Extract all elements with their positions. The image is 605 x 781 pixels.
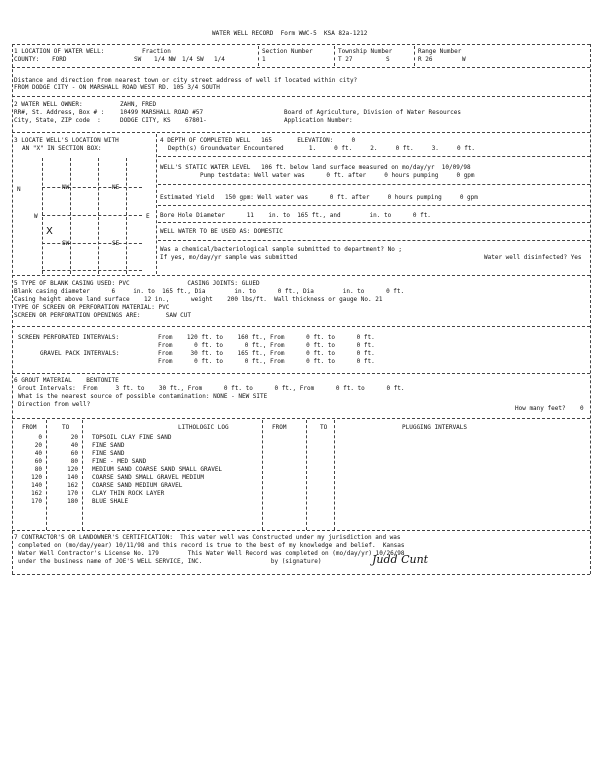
log-to: 162 (67, 482, 78, 489)
sw-label: SW (62, 240, 70, 247)
grout-material: 6 GROUT MATERIAL BENTONITE (14, 377, 119, 384)
how-many-feet: How many feet? 0 (515, 405, 584, 412)
divider (158, 240, 590, 241)
log-description: FINE - MED SAND (92, 458, 147, 465)
log-to: 20 (70, 434, 78, 441)
chemical-sample: Was a chemical/bacteriological sample submitted to department? No ; (160, 246, 403, 253)
compass-n: N (17, 186, 21, 193)
divider (12, 326, 590, 327)
casing-type: 5 TYPE OF BLANK CASING USED: PVC CASING JOINTS: GLUED (14, 280, 260, 287)
log-from: 0 (38, 434, 42, 441)
well-location-x-mark: X (46, 226, 53, 237)
grid-line (42, 158, 43, 274)
log-to: 180 (67, 498, 78, 505)
divider (158, 156, 590, 157)
estimated-yield: Estimated Yield 150 gpm: Well water was 0 ft. after 0 hours pumping 0 gpm (160, 194, 478, 201)
pump-test: Pump testdata: Well water was 0 ft. after 0 hours pumping 0 gpm (200, 172, 475, 179)
log-from-header: FROM (22, 424, 37, 431)
locate-heading-2: AN "X" IN SECTION BOX: (22, 145, 102, 152)
certification-line: 7 CONTRACTOR'S OR LANDOWNER'S CERTIFICATION: This water well was Constructed under my jurisdiction and was (14, 534, 401, 541)
address-label: RR#, St. Address, Box # : (14, 109, 105, 116)
bore-hole: Bore Hole Diameter 11 in. to 165 ft., and in. to 0 ft. (160, 212, 431, 219)
divider (158, 184, 590, 185)
divider (82, 420, 83, 530)
locate-heading-1: 3 LOCATE WELL'S LOCATION WITH (14, 137, 119, 144)
log-description: COARSE SAND SMALL GRAVEL MEDIUM (92, 474, 204, 481)
log-to: 80 (70, 458, 78, 465)
screen-openings: SCREEN OR PERFORATION OPENINGS ARE: SAW CUT (14, 312, 192, 319)
compass-w: W (34, 213, 38, 220)
interval-row: From 120 ft. to 160 ft., From 0 ft. to 0 ft. (158, 334, 375, 341)
log-from: 162 (31, 490, 42, 497)
township-direction: S (386, 56, 390, 63)
grout-intervals: Grout Intervals: From 3 ft. to 30 ft., From 0 ft. to 0 ft., From 0 ft. to 0 ft. (18, 385, 405, 392)
divider (334, 420, 335, 530)
business-line: under the business name of JOE'S WELL SERVICE, INC. by (signature) (18, 558, 322, 565)
log-to: 60 (70, 450, 78, 457)
log-description: FINE SAND (92, 450, 125, 457)
divider (158, 205, 590, 206)
range-value: R 26 (418, 56, 433, 63)
location-heading: 1 LOCATION OF WATER WELL: (14, 48, 105, 55)
contamination-source: What is the nearest source of possible contamination: NONE - NEW SITE (18, 393, 268, 400)
divider (306, 420, 307, 530)
water-use: WELL WATER TO BE USED AS: DOMESTIC (160, 228, 283, 235)
log-description: BLUE SHALE (92, 498, 129, 505)
depth-line: 4 DEPTH OF COMPLETED WELL 165 ELEVATION: 0 (160, 137, 356, 144)
grid-line (126, 158, 127, 274)
log-to: 140 (67, 474, 78, 481)
direction-from-well: Direction from well? (18, 401, 91, 408)
grid-line (42, 243, 142, 244)
static-level: WELL'S STATIC WATER LEVEL 106 ft. below land surface measured on mo/day/yr 10/09/98 (160, 164, 471, 171)
border (590, 44, 591, 574)
distance-value: FROM DODGE CITY - ON MARSHALL ROAD WEST RD. 105 3/4 SOUTH (14, 84, 220, 91)
fraction-2: 1/4 NW (154, 56, 176, 63)
divider (12, 132, 590, 133)
log-to: 170 (67, 490, 78, 497)
log-description: MEDIUM SAND COARSE SAND SMALL GRAVEL (92, 466, 223, 473)
section-label: Section Number (262, 48, 313, 55)
city-label: City, State, ZIP code : (14, 117, 101, 124)
log-from: 20 (34, 442, 42, 449)
compass-e: E (146, 213, 150, 220)
gravel-intervals-label: GRAVEL PACK INTERVALS: (40, 350, 120, 357)
divider (46, 420, 47, 530)
fraction-label: Fraction (142, 48, 171, 55)
screen-material: TYPE OF SCREEN OR PERFORATION MATERIAL: PVC (14, 304, 170, 311)
divider (12, 44, 590, 45)
log-description: TOPSOIL CLAY FINE SAND (92, 434, 172, 441)
distance-label: Distance and direction from nearest town or city street address of well if located within city? (14, 77, 358, 84)
city-value: DODGE CITY, KS 67801- (120, 117, 207, 124)
se-label: SE (112, 240, 120, 247)
township-value: T 27 (338, 56, 353, 63)
log-from: 80 (34, 466, 42, 473)
divider (334, 46, 335, 66)
log-from: 140 (31, 482, 42, 489)
divider (258, 46, 259, 66)
ne-label: NE (112, 184, 120, 191)
divider (414, 46, 415, 66)
section-value: 1 (262, 56, 266, 63)
sample-date: If yes, mo/day/yr sample was submitted (160, 254, 298, 261)
divider (12, 373, 590, 374)
form-title: WATER WELL RECORD Form WWC-5 KSA 82a-1212 (212, 30, 368, 37)
board-text: Board of Agriculture, Division of Water Resources (284, 109, 462, 116)
license-line: Water Well Contractor's License No. 179 This Water Well Record was completed on (mo/day/yr) 10/26/98 (18, 550, 405, 557)
log-description: COARSE SAND MEDIUM GRAVEL (92, 482, 183, 489)
grid-line (42, 187, 142, 188)
owner-heading: 2 WATER WELL OWNER: (14, 101, 83, 108)
log-to: 40 (70, 442, 78, 449)
fraction-3: 1/4 SW (182, 56, 204, 63)
range-direction: W (462, 56, 466, 63)
divider (12, 574, 590, 575)
interval-row: From 0 ft. to 0 ft., From 0 ft. to 0 ft. (158, 358, 375, 365)
fraction-1: SW (134, 56, 142, 63)
divider (262, 420, 263, 530)
divider (12, 67, 590, 68)
disinfected: Water well disinfected? Yes (484, 254, 582, 261)
screen-intervals-label: SCREEN PERFORATED INTERVALS: (18, 334, 120, 341)
plug-to-header: TO (320, 424, 328, 431)
county-label: COUNTY: (14, 56, 40, 63)
application-label: Application Number: (284, 117, 353, 124)
interval-row: From 30 ft. to 165 ft., From 0 ft. to 0 ft. (158, 350, 375, 357)
log-from: 40 (34, 450, 42, 457)
range-label: Range Number (418, 48, 462, 55)
log-from: 120 (31, 474, 42, 481)
owner-name: ZAHN, FRED (120, 101, 157, 108)
plugging-intervals-header: PLUGGING INTERVALS (402, 424, 468, 431)
township-label: Township Number (338, 48, 393, 55)
log-description: FINE SAND (92, 442, 125, 449)
casing-height: Casing height above land surface 12 in., weight 200 lbs/ft. Wall thickness or gauge No. 21 (14, 296, 383, 303)
log-description: CLAY THIN ROCK LAYER (92, 490, 165, 497)
log-to-header: TO (62, 424, 70, 431)
log-from: 60 (34, 458, 42, 465)
address-value: 10499 MARSHALL ROAD #57 (120, 109, 204, 116)
border (12, 44, 13, 574)
interval-row: From 0 ft. to 0 ft., From 0 ft. to 0 ft. (158, 342, 375, 349)
grid-line (42, 215, 142, 216)
plug-from-header: FROM (272, 424, 287, 431)
log-to: 120 (67, 466, 78, 473)
signature: Judd Cunt (372, 553, 429, 566)
county-value: FORD (52, 56, 67, 63)
nw-label: NW (62, 184, 70, 191)
divider (12, 275, 590, 276)
lithologic-log-header: LITHOLOGIC LOG (178, 424, 229, 431)
divider (12, 530, 590, 531)
divider (12, 96, 590, 97)
completion-line: completed on (mo/day/year) 10/11/98 and this record is true to the best of my knowledge and belief. Kansas (18, 542, 405, 549)
divider (158, 222, 590, 223)
grid-line (70, 158, 71, 274)
casing-diameter: Blank casing diameter 6 in. to 165 ft., Dia in. to 0 ft., Dia in. to 0 ft. (14, 288, 405, 295)
grid-line (42, 270, 142, 271)
log-from: 170 (31, 498, 42, 505)
divider (12, 418, 590, 419)
grid-line (98, 158, 99, 274)
divider (156, 134, 157, 274)
groundwater-line: Depth(s) Groundwater Encountered 1. 0 ft. 2. 0 ft. 3. 0 ft. (168, 145, 476, 152)
fraction-4: 1/4 (214, 56, 225, 63)
